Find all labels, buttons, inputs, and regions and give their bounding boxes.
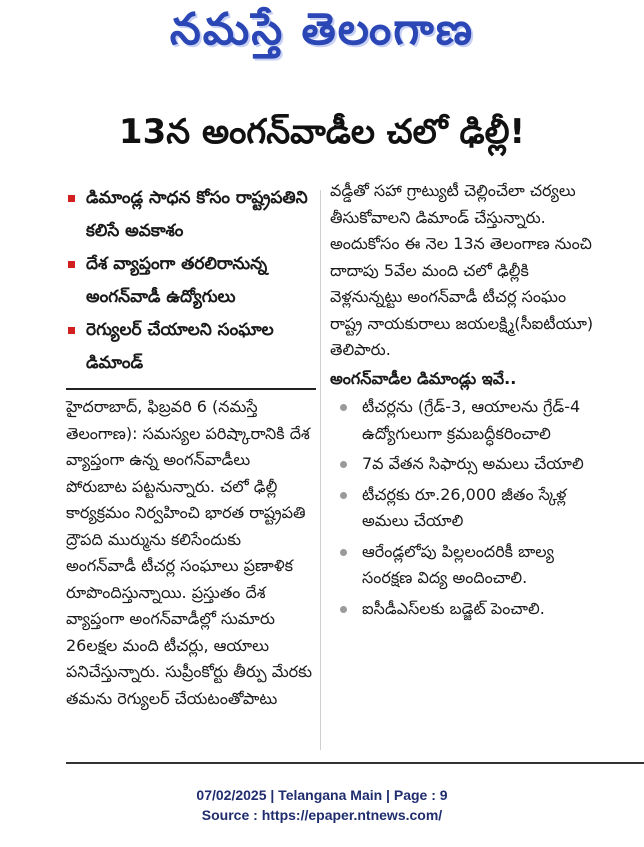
footer: [0, 785, 644, 825]
demands-list: [330, 394, 598, 622]
square-bullet-icon: [68, 327, 75, 334]
dot-bullet-icon: [340, 492, 347, 499]
highlight-item: [66, 182, 316, 248]
article-body-left: హైదరాబాద్, ఫిబ్రవరి 6 (నమస్తే తెలంగాణ): సమస్యల పరిష్కారానికి దేశ వ్యాప్తంగా ఉన్న అంగన్‌వాడీలు పోరుబాట పట్టనున్నారు. చలో ఢిల్లీ కార్యక్రమం నిర్వహించి భారత రాష్ట్రపతి ద్రౌపది ముర్మును కలిసేందుకు అంగన్‌వాడీ టీచర్ల సంఘాలు ప్రణాళిక రూపొందిస్తున్నాయి. ప్రస్తుతం దేశ వ్యాప్తంగా అంగన్‌వాడీల్లో సుమారు 26లక్షల మంది టీచర్లు, ఆయాలు పనిచేస్తున్నారు. సుప్రీంకోర్టు తీర్పు మేరకు తమను రెగ్యులర్ చేయటంతోపాటు: [66, 397, 313, 708]
dot-bullet-icon: [340, 404, 347, 411]
highlight-text: రెగ్యులర్ చేయాలని సంఘాల డిమాండ్: [86, 320, 274, 373]
left-column: [66, 178, 316, 712]
dot-bullet-icon: [340, 606, 347, 613]
highlight-text: డిమాండ్ల సాధన కోసం రాష్ట్రపతిని కలిసే అవకాశం: [86, 188, 308, 241]
square-bullet-icon: [68, 261, 75, 268]
masthead-title: నమస్తే తెలంగాణ: [169, 4, 475, 55]
demand-text: ఐసీడీఎస్‌లకు బడ్జెట్ పెంచాలి.: [362, 598, 545, 618]
demand-item: [330, 482, 598, 535]
demand-text: ఆరేండ్లలోపు పిల్లలందరికీ బాల్య సంరక్షణ విద్య అందించాలి.: [362, 541, 554, 587]
highlights-divider: [66, 388, 316, 390]
dot-bullet-icon: [340, 461, 347, 468]
bottom-divider: [66, 762, 644, 764]
demand-text: టీచర్లను (గ్రేడ్-3, ఆయాలను గ్రేడ్-4 ఉద్యోగులుగా క్రమబద్ధీకరించాలి: [362, 397, 581, 443]
demand-item: [330, 394, 598, 447]
highlight-item: [66, 314, 316, 380]
highlights-list: [66, 182, 316, 380]
demands-heading: అంగన్‌వాడీల డిమాండ్లు ఇవే..: [330, 368, 517, 388]
headline: 13న అంగన్‌వాడీల చలో ఢిల్లీ!: [118, 112, 526, 152]
highlight-item: [66, 248, 316, 314]
demand-item: [330, 596, 598, 623]
demand-item: [330, 539, 598, 592]
masthead: [0, 0, 644, 80]
dot-bullet-icon: [340, 549, 347, 556]
footer-source-link[interactable]: Source : https://epaper.ntnews.com/: [201, 807, 443, 823]
demand-text: టీచర్లకు రూ.26,000 జీతం స్కేళ్ల అమలు చేయాలి: [362, 484, 567, 530]
column-divider: [320, 190, 321, 750]
article-body-right: వడ్డీతో సహా గ్రాట్యుటీ చెల్లించేలా చర్యలు తీసుకోవాలని డిమాండ్ చేస్తున్నారు. అందుకోసం ఈ నెల 13న తెలంగాణ నుంచి దాదాపు 5వేల మంది చలో ఢిల్లీకి వెళ్లనున్నట్టు అంగన్‌వాడీ టీచర్ల సంఘం రాష్ట్ర నాయకురాలు జయలక్ష్మి(సీఐటీయూ) తెలిపారు.: [330, 181, 594, 359]
right-column: [330, 178, 598, 626]
square-bullet-icon: [68, 195, 75, 202]
highlight-text: దేశ వ్యాప్తంగా తరలిరానున్న అంగన్‌వాడీ ఉద్యోగులు: [86, 254, 268, 307]
demand-item: [330, 451, 598, 478]
footer-edition-info: 07/02/2025 | Telangana Main | Page : 9: [196, 787, 448, 803]
demand-text: 7వ వేతన సిఫార్సు అమలు చేయాలి: [362, 454, 584, 473]
